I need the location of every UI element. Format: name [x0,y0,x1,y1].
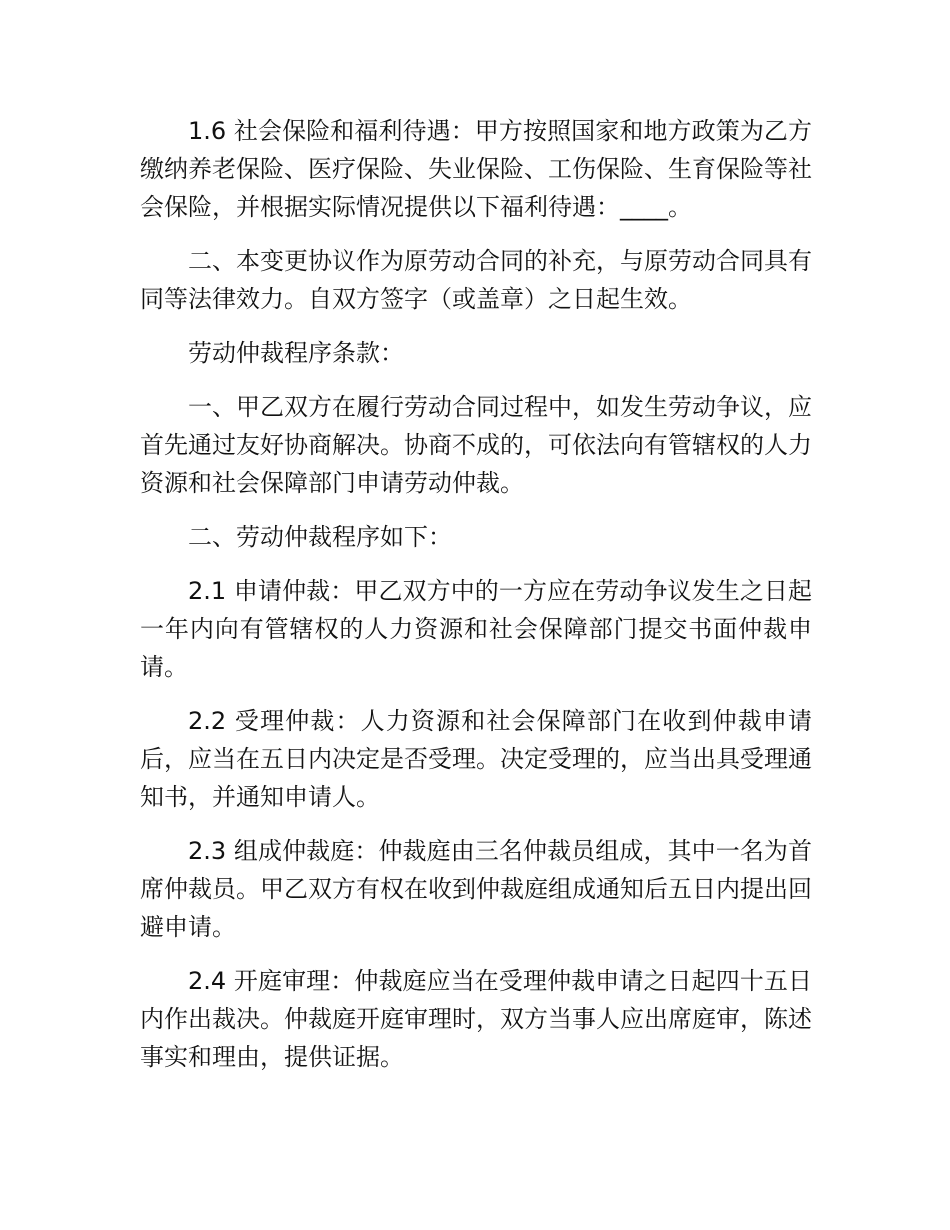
paragraph-form-tribunal: 2.3 组成仲裁庭：仲裁庭由三名仲裁员组成，其中一名为首席仲裁员。甲乙双方有权在收到仲裁庭组成通知后五日内提出回避申请。 [140,837,812,941]
paragraph-apply-arbitration: 2.1 申请仲裁：甲乙双方中的一方应在劳动争议发生之日起一年内向有管辖权的人力资源和社会保障部门提交书面仲裁申请。 [140,577,812,681]
paragraph-arbitration-clause-1: 一、甲乙双方在履行劳动合同过程中，如发生劳动争议，应首先通过友好协商解决。协商不成的，可依法向有管辖权的人力资源和社会保障部门申请劳动仲裁。 [140,393,812,497]
paragraph-arbitration-clause-2: 二、劳动仲裁程序如下： [188,523,452,551]
paragraph-social-insurance: 1.6 社会保险和福利待遇：甲方按照国家和地方政策为乙方缴纳养老保险、医疗保险、失业保险、工伤保险、生育保险等社会保险，并根据实际情况提供以下福利待遇：____。 [140,117,812,221]
paragraph-agreement-effect: 二、本变更协议作为原劳动合同的补充，与原劳动合同具有同等法律效力。自双方签字（或盖章）之日起生效。 [140,247,812,313]
paragraph-accept-arbitration: 2.2 受理仲裁：人力资源和社会保障部门在收到仲裁申请后，应当在五日内决定是否受理。决定受理的，应当出具受理通知书，并通知申请人。 [140,707,812,811]
document-body [140,112,812,1092]
paragraph-hearing: 2.4 开庭审理：仲裁庭应当在受理仲裁申请之日起四十五日内作出裁决。仲裁庭开庭审理时，双方当事人应出席庭审，陈述事实和理由，提供证据。 [140,967,812,1071]
paragraph-arbitration-heading: 劳动仲裁程序条款： [188,339,404,367]
